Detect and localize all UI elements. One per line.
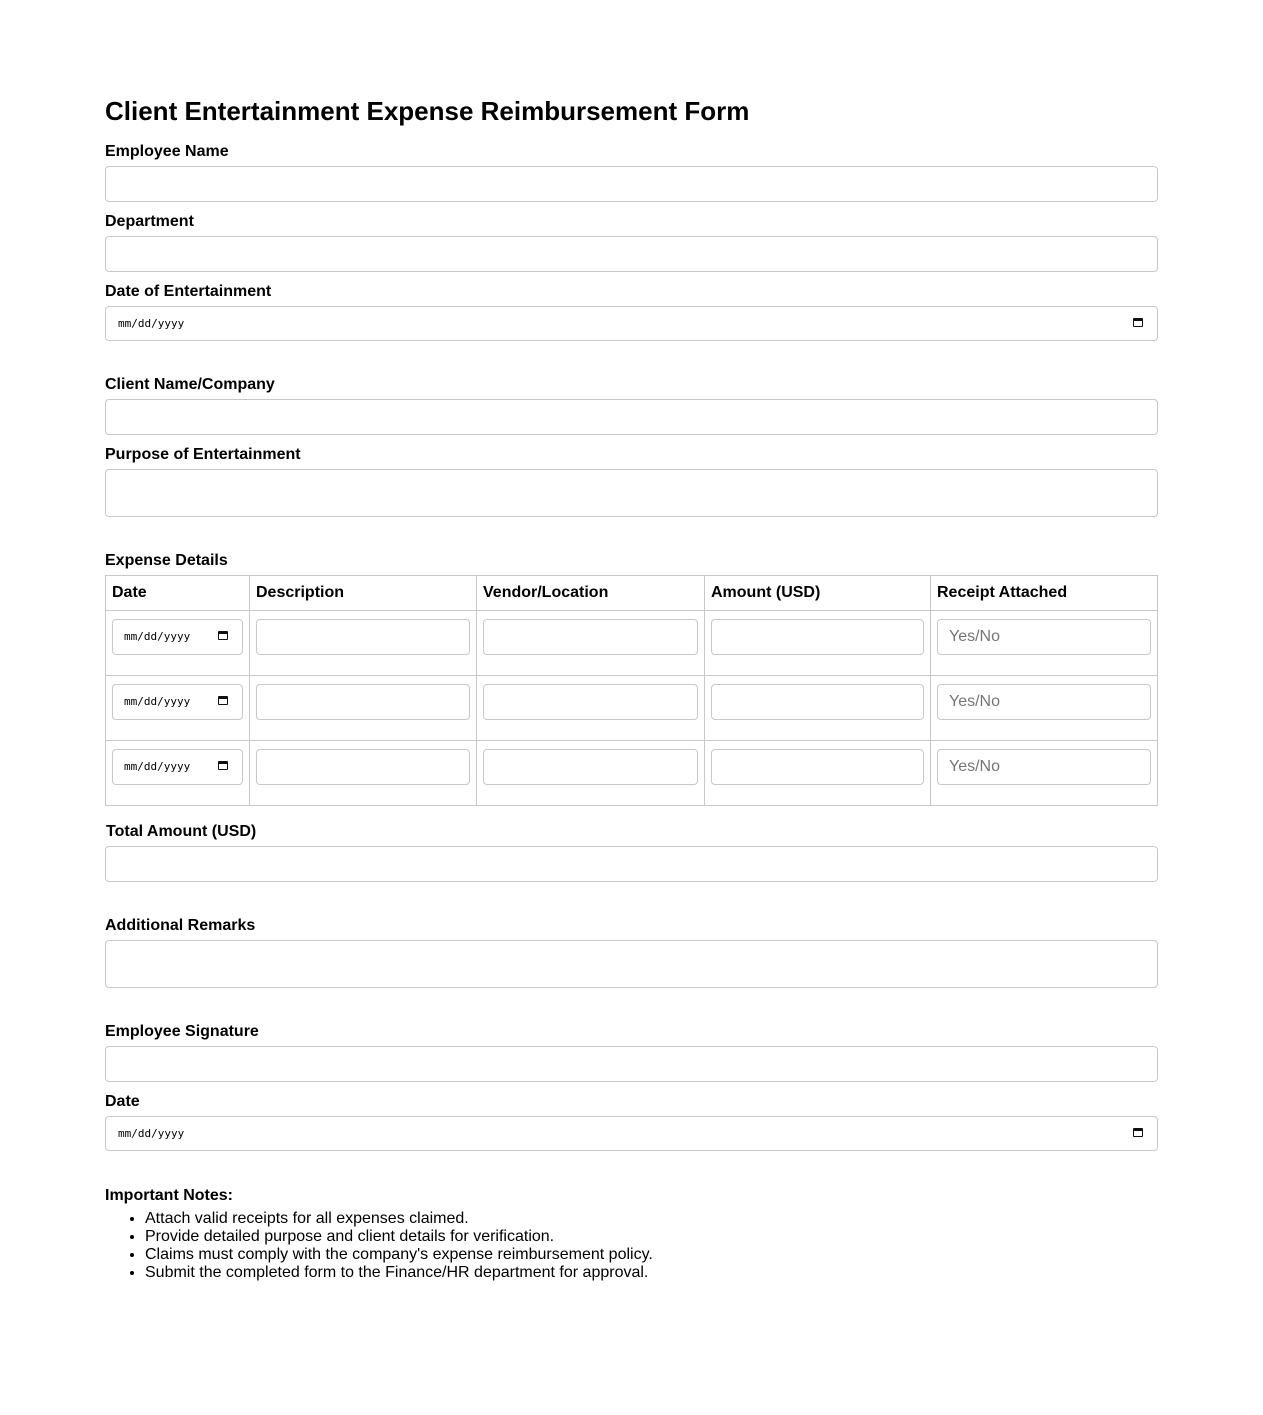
date-placeholder: mm/dd/yyyy — [118, 317, 185, 330]
notes-title: Important Notes: — [105, 1187, 233, 1204]
calendar-icon[interactable] — [1133, 318, 1143, 327]
row-3-amount-input[interactable] — [711, 749, 924, 785]
total-amount-input[interactable] — [105, 846, 1158, 882]
row-3-receipt-input[interactable] — [937, 749, 1151, 785]
header-vendor: Vendor/Location — [483, 584, 609, 601]
row-3-vendor-input[interactable] — [483, 749, 698, 785]
purpose-label: Purpose of Entertainment — [105, 446, 301, 463]
row-2-description-input[interactable] — [256, 684, 470, 720]
row-1-description-input[interactable] — [256, 619, 470, 655]
notes-list — [105, 1210, 653, 1282]
calendar-icon[interactable] — [218, 761, 228, 770]
list-item: • Submit the completed form to the Finance/HR department for approval. — [145, 1264, 653, 1282]
row-1-date-input[interactable] — [112, 619, 243, 655]
additional-remarks-textarea[interactable] — [105, 940, 1158, 988]
date-placeholder: mm/dd/yyyy — [124, 695, 191, 708]
row-2-receipt-input[interactable] — [937, 684, 1151, 720]
client-name-label: Client Name/Company — [105, 376, 275, 393]
row-1-vendor-input[interactable] — [483, 619, 698, 655]
employee-signature-label: Employee Signature — [105, 1023, 259, 1040]
signature-date-label: Date — [105, 1093, 140, 1110]
row-1-receipt-input[interactable] — [937, 619, 1151, 655]
calendar-icon[interactable] — [218, 631, 228, 640]
row-divider — [106, 610, 1157, 611]
row-divider — [106, 740, 1157, 741]
header-receipt: Receipt Attached — [937, 584, 1068, 601]
date-of-entertainment-label: Date of Entertainment — [105, 283, 272, 300]
calendar-icon[interactable] — [218, 696, 228, 705]
receipt-placeholder: Yes/No — [949, 628, 1000, 645]
expense-table — [105, 575, 1158, 806]
list-item: • Claims must comply with the company's expense reimbursement policy. — [145, 1246, 653, 1264]
expense-details-label: Expense Details — [105, 552, 228, 569]
calendar-icon[interactable] — [1133, 1128, 1143, 1137]
row-2-amount-input[interactable] — [711, 684, 924, 720]
date-placeholder: mm/dd/yyyy — [124, 760, 191, 773]
list-item: • Provide detailed purpose and client details for verification. — [145, 1228, 653, 1246]
row-3-date-input[interactable] — [112, 749, 243, 785]
department-input[interactable] — [105, 236, 1158, 272]
signature-date-input[interactable] — [105, 1116, 1158, 1151]
header-date: Date — [112, 584, 147, 601]
employee-name-input[interactable] — [105, 166, 1158, 202]
row-1-amount-input[interactable] — [711, 619, 924, 655]
total-amount-label: Total Amount (USD) — [106, 823, 257, 840]
employee-signature-input[interactable] — [105, 1046, 1158, 1082]
purpose-textarea[interactable] — [105, 469, 1158, 517]
date-of-entertainment-input[interactable] — [105, 306, 1158, 341]
row-2-vendor-input[interactable] — [483, 684, 698, 720]
client-name-input[interactable] — [105, 399, 1158, 435]
row-2-date-input[interactable] — [112, 684, 243, 720]
header-description: Description — [256, 584, 345, 601]
row-divider — [106, 675, 1157, 676]
department-label: Department — [105, 213, 194, 230]
list-item: • Attach valid receipts for all expenses claimed. — [145, 1210, 653, 1228]
page-title: Client Entertainment Expense Reimbursement Form — [105, 96, 750, 126]
row-3-description-input[interactable] — [256, 749, 470, 785]
date-placeholder: mm/dd/yyyy — [124, 630, 191, 643]
receipt-placeholder: Yes/No — [949, 758, 1000, 775]
employee-name-label: Employee Name — [105, 143, 229, 160]
header-amount: Amount (USD) — [711, 584, 821, 601]
additional-remarks-label: Additional Remarks — [105, 917, 256, 934]
receipt-placeholder: Yes/No — [949, 693, 1000, 710]
date-placeholder: mm/dd/yyyy — [118, 1127, 185, 1140]
